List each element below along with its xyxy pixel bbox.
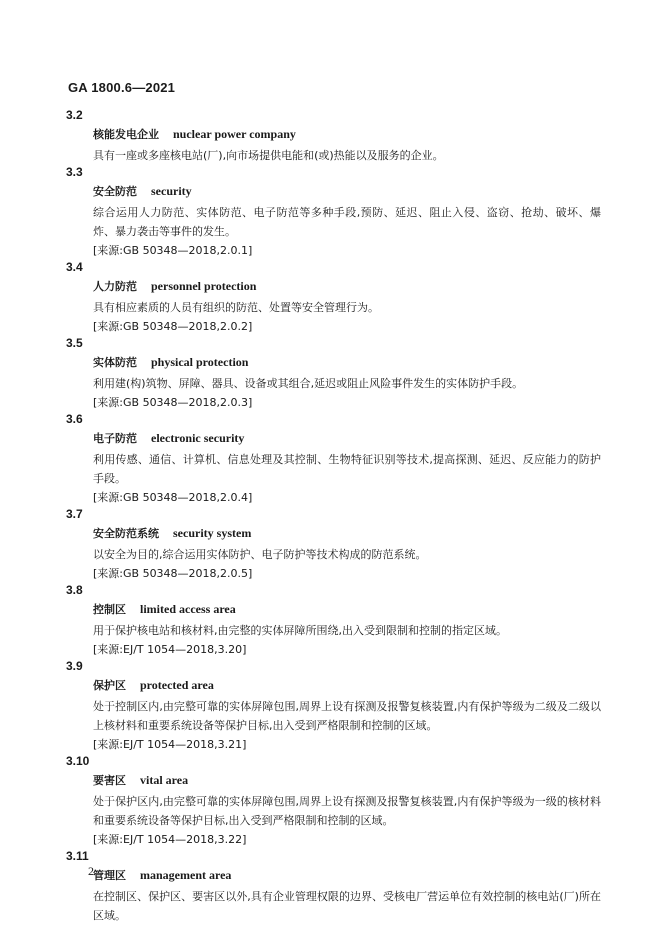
term-source: [来源:EJ/T 1054—2018,3.21]: [93, 738, 247, 751]
term-english: security system: [173, 526, 252, 540]
clause-number: 3.7: [66, 507, 83, 521]
term-english: personnel protection: [151, 279, 257, 293]
term-definition: 具有相应素质的人员有组织的防范、处置等安全管理行为。: [93, 301, 379, 314]
clause-number: 3.9: [66, 659, 83, 673]
term-english: security: [151, 184, 192, 198]
clause-number: 3.3: [66, 165, 83, 179]
term-english: limited access area: [140, 602, 236, 616]
term-entry: [66, 507, 606, 583]
term-entry: [66, 336, 606, 412]
term-entry: [66, 849, 606, 925]
term-definition: 用于保护核电站和核材料,由完整的实体屏障所围绕,出入受到限制和控制的指定区域。: [93, 624, 507, 637]
clause-number: 3.2: [66, 108, 83, 122]
document-code: GA 1800.6—2021: [68, 80, 176, 95]
clause-number: 3.5: [66, 336, 83, 350]
term-english: nuclear power company: [173, 127, 296, 141]
term-title: [93, 868, 606, 882]
term-source: [来源:GB 50348—2018,2.0.4]: [93, 491, 253, 504]
term-entry: [66, 412, 606, 507]
term-entry: [66, 754, 606, 849]
term-title: [93, 127, 606, 141]
term-definition: 利用建(构)筑物、屏障、器具、设备或其组合,延迟或阻止风险事件发生的实体防护手段。: [93, 377, 524, 390]
term-chinese: 安全防范: [93, 185, 137, 198]
term-chinese: 管理区: [93, 869, 126, 882]
term-source: [来源:GB 50348—2018,2.0.5]: [93, 567, 253, 580]
term-source: [来源:EJ/T 1054—2018,3.22]: [93, 833, 247, 846]
term-chinese: 人力防范: [93, 280, 137, 293]
term-title: [93, 678, 606, 692]
terms-list: [66, 108, 606, 925]
term-source: [来源:EJ/T 1054—2018,3.20]: [93, 643, 247, 656]
term-title: [93, 279, 606, 293]
term-definition: 在控制区、保护区、要害区以外,具有企业管理权限的边界、受核电厂营运单位有效控制的核电站(厂)所在区域。: [93, 890, 601, 922]
term-chinese: 安全防范系统: [93, 527, 159, 540]
term-chinese: 要害区: [93, 774, 126, 787]
term-source: [来源:GB 50348—2018,2.0.2]: [93, 320, 253, 333]
term-english: management area: [140, 868, 232, 882]
clause-number: 3.4: [66, 260, 83, 274]
term-chinese: 实体防范: [93, 356, 137, 369]
term-entry: [66, 659, 606, 754]
term-title: [93, 773, 606, 787]
term-chinese: 控制区: [93, 603, 126, 616]
clause-number: 3.10: [66, 754, 90, 768]
term-english: physical protection: [151, 355, 249, 369]
term-chinese: 核能发电企业: [93, 128, 159, 141]
clause-number: 3.8: [66, 583, 83, 597]
term-definition: 处于保护区内,由完整可靠的实体屏障包围,周界上设有探测及报警复核装置,内有保护等级为一级的核材料和重要系统设备等保护目标,出入受到严格限制和控制的区域。: [93, 795, 601, 827]
term-chinese: 保护区: [93, 679, 126, 692]
term-definition: 综合运用人力防范、实体防范、电子防范等多种手段,预防、延迟、阻止入侵、盗窃、抢劫、破坏、爆炸、暴力袭击等事件的发生。: [93, 206, 601, 238]
term-title: [93, 431, 606, 445]
term-entry: [66, 165, 606, 260]
term-definition: 以安全为目的,综合运用实体防护、电子防护等技术构成的防范系统。: [93, 548, 427, 561]
term-definition: 处于控制区内,由完整可靠的实体屏障包围,周界上设有探测及报警复核装置,内有保护等级为二级及二级以上核材料和重要系统设备等保护目标,出入受到严格限制和控制的区域。: [93, 700, 601, 732]
clause-number: 3.11: [66, 849, 89, 863]
page-number: 2: [88, 864, 94, 878]
term-english: electronic security: [151, 431, 245, 445]
term-title: [93, 184, 606, 198]
clause-number: 3.6: [66, 412, 83, 426]
term-title: [93, 355, 606, 369]
term-definition: 利用传感、通信、计算机、信息处理及其控制、生物特征识别等技术,提高探测、延迟、反应能力的防护手段。: [93, 453, 601, 485]
term-definition: 具有一座或多座核电站(厂),向市场提供电能和(或)热能以及服务的企业。: [93, 149, 444, 162]
term-source: [来源:GB 50348—2018,2.0.3]: [93, 396, 253, 409]
term-entry: [66, 108, 606, 165]
term-chinese: 电子防范: [93, 432, 137, 445]
term-entry: [66, 583, 606, 659]
term-source: [来源:GB 50348—2018,2.0.1]: [93, 244, 253, 257]
term-entry: [66, 260, 606, 336]
term-english: protected area: [140, 678, 214, 692]
term-title: [93, 526, 606, 540]
term-title: [93, 602, 606, 616]
term-english: vital area: [140, 773, 189, 787]
